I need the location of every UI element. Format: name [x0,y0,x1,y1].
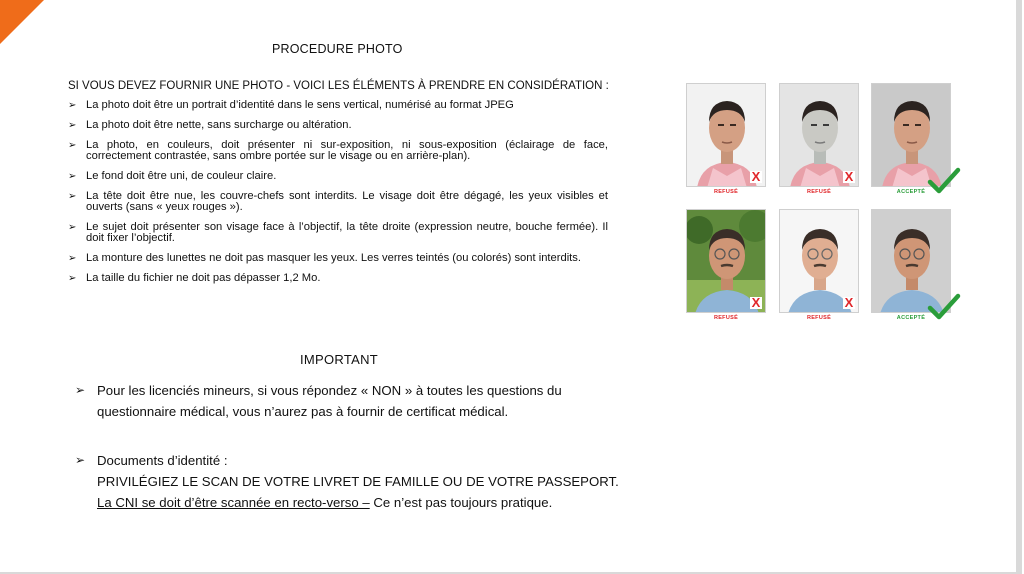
list-item: ➢ Le sujet doit présenter son visage face à l’objectif, la tête droite (expression neutre, bouche fermée). Il doit fixer l’objectif. [68,221,608,244]
page-title: PROCEDURE PHOTO [272,42,403,56]
arrow-bullet-icon: ➢ [68,140,77,151]
arrow-bullet-icon: ➢ [68,222,77,233]
photo-example-accepted [871,83,951,195]
rules-list [68,100,608,293]
arrow-bullet-icon: ➢ [68,171,77,182]
important-heading: IMPORTANT [300,352,379,367]
accepted-label: ACCEPTÉ [896,189,926,195]
refused-label: REFUSÉ [713,315,739,321]
id-heading: Documents d’identité : [97,453,228,468]
minors-text: Pour les licenciés mineurs, si vous répondez « NON » à toutes les questions du questionnaire médical, vous n’aurez pas à fournir de certificat médical. [97,383,562,419]
photo-example-refused [686,209,766,321]
id-line-2-rest: Ce n’est pas toujours pratique. [369,495,553,510]
arrow-bullet-icon: ➢ [68,100,77,111]
minors-note [75,380,617,422]
refused-label: REFUSÉ [713,189,739,195]
arrow-bullet-icon: ➢ [75,383,86,397]
id-documents-note [75,450,657,513]
list-item: ➢ La taille du fichier ne doit pas dépasser 1,2 Mo. [68,272,321,284]
refused-x-icon: X [844,169,854,184]
list-item: ➢ La photo doit être nette, sans surcharge ou altération. [68,119,352,131]
id-line-2 [97,492,657,513]
photo-example-refused [686,83,766,195]
refused-label: REFUSÉ [806,189,832,195]
arrow-bullet-icon: ➢ [75,453,86,467]
arrow-bullet-icon: ➢ [68,191,77,202]
photo-examples [686,83,956,323]
refused-x-icon: X [751,169,761,184]
refused-x-icon: X [844,295,854,310]
arrow-bullet-icon: ➢ [68,120,77,131]
list-item: ➢ La photo, en couleurs, doit présenter ni sur-exposition, ni sous-exposition (éclairage de face, correctement contrastée, sans ombre portée sur le visage ou en arrière-plan). [68,139,608,162]
list-item: ➢ La monture des lunettes ne doit pas masquer les yeux. Les verres teintés (ou colorés) sont interdits. [68,252,581,264]
photo-example-accepted [871,209,951,321]
list-item: ➢ Le fond doit être uni, de couleur claire. [68,170,277,182]
id-line-1: PRIVILÉGIEZ LE SCAN DE VOTRE LIVRET DE FAMILLE OU DE VOTRE PASSEPORT. [97,474,619,489]
accepted-label: ACCEPTÉ [896,315,926,321]
photo-example-refused [779,83,859,195]
refused-x-icon: X [751,295,761,310]
list-item: ➢ La tête doit être nue, les couvre-chefs sont interdits. Le visage doit être dégagé, les yeux visibles et ouverts (sans « yeux rouges »). [68,190,608,213]
arrow-bullet-icon: ➢ [68,273,77,284]
list-item: ➢ La photo doit être un portrait d’identité dans le sens vertical, numérisé au format JPEG [68,99,514,111]
corner-accent [0,0,44,44]
refused-label: REFUSÉ [806,315,832,321]
id-line-2-underlined: La CNI se doit d’être scannée en recto-verso – [97,495,370,510]
intro-text: SI VOUS DEVEZ FOURNIR UNE PHOTO - VOICI LES ÉLÉMENTS À PRENDRE EN CONSIDÉRATION : [68,80,609,92]
photo-example-refused [779,209,859,321]
arrow-bullet-icon: ➢ [68,253,77,264]
